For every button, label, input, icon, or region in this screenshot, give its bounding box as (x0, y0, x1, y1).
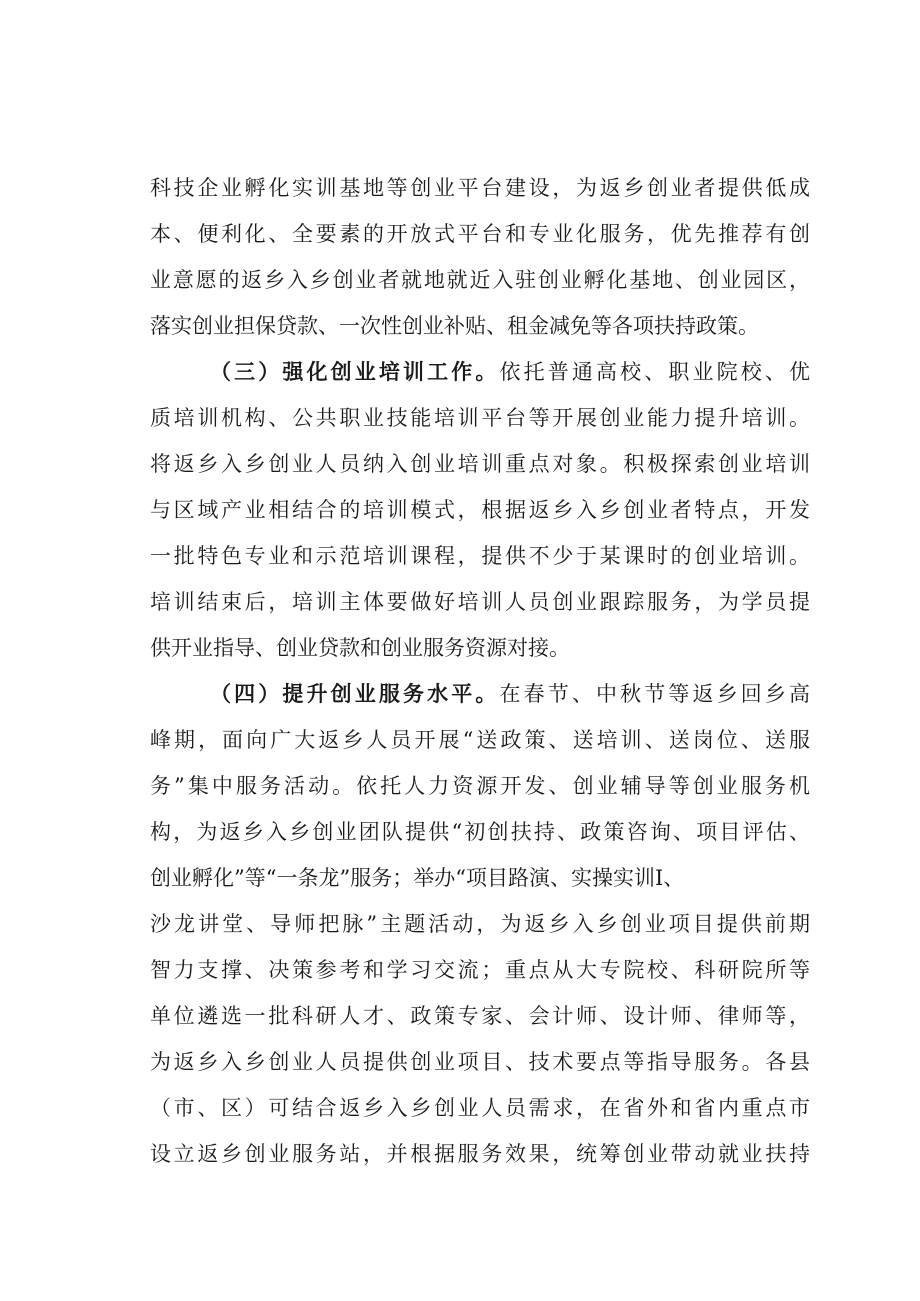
text-line: 落实创业担保贷款、一次性创业补贴、租金减免等各项扶持政策。 (150, 314, 759, 338)
text-line: 科技企业孵化实训基地等创业平台建设，为返乡创业者提供低成 (150, 176, 810, 200)
text-line: 智力支撑、决策参考和学习交流；重点从大专院校、科研院所等 (150, 958, 810, 982)
text-run: 依托普通高校、职业院校、优 (499, 360, 810, 384)
text-line: 质培训机构、公共职业技能培训平台等开展创业能力提升培训。 (150, 406, 810, 430)
text-line: 将返乡入乡创业人员纳入创业培训重点对象。积极探索创业培训 (150, 452, 810, 476)
text-line: 与区域产业相结合的培训模式，根据返乡入乡创业者特点，开发 (150, 498, 810, 522)
text-line: 构，为返乡入乡创业团队提供“初创扶持、政策咨询、项目评估、 (150, 820, 810, 844)
text-line: 单位遴选一批科研人才、政策专家、会计师、设计师、律师等， (150, 1004, 810, 1028)
section-heading-line (150, 671, 810, 717)
text-line: 为返乡入乡创业人员提供创业项目、技术要点等指导服务。各县 (150, 1050, 810, 1074)
text-line: 一批特色专业和示范培训课程，提供不少于某课时的创业培训。 (150, 544, 810, 568)
section-heading-3: （三）强化创业培训工作。 (210, 359, 500, 384)
text-line: 本、便利化、全要素的开放式平台和专业化服务，优先推荐有创 (150, 222, 810, 246)
text-run: 在春节、中秋节等返乡回乡高 (499, 682, 810, 706)
text-line: 创业孵化”等“一条龙”服务；举办“项目路演、实操实训Ⅰ、 (150, 866, 685, 890)
text-line: 供开业指导、创业贷款和创业服务资源对接。 (150, 636, 570, 660)
text-line: 设立返乡创业服务站，并根据服务效果，统筹创业带动就业扶持 (150, 1142, 810, 1166)
text-line: （市、区）可结合返乡入乡创业人员需求，在省外和省内重点市 (150, 1096, 810, 1120)
text-line: 峰期，面向广大返乡人员开展“送政策、送培训、送岗位、送服 (150, 728, 810, 752)
text-line: 沙龙讲堂、导师把脉”主题活动，为返乡入乡创业项目提供前期 (150, 912, 810, 936)
text-line: 业意愿的返乡入乡创业者就地就近入驻创业孵化基地、创业园区， (150, 268, 810, 292)
document-body (150, 165, 810, 1177)
section-heading-4: （四）提升创业服务水平。 (210, 681, 500, 706)
text-line: 培训结束后，培训主体要做好培训人员创业跟踪服务，为学员提 (150, 590, 810, 614)
text-line: 务”集中服务活动。依托人力资源开发、创业辅导等创业服务机 (150, 774, 810, 798)
section-heading-line (150, 349, 810, 395)
